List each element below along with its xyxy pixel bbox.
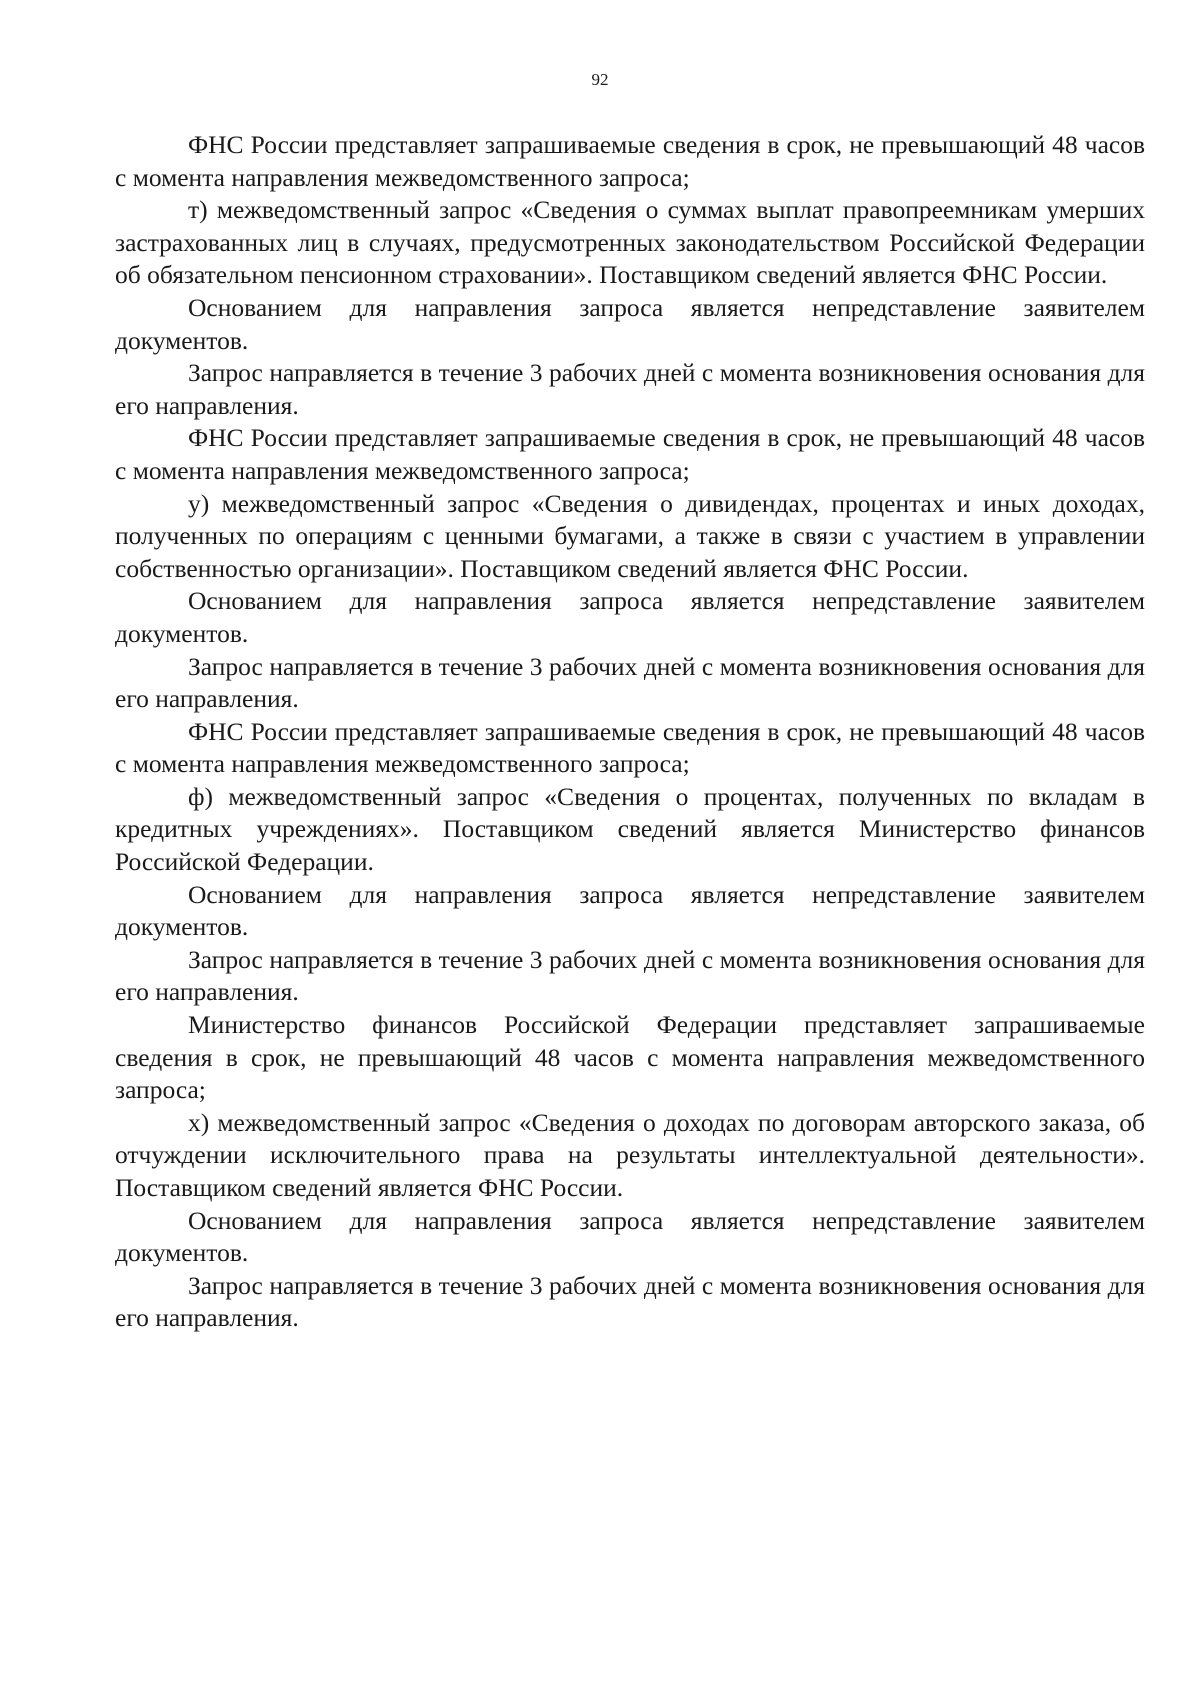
paragraph: Основанием для направления запроса является непредставление заявителем документов. bbox=[115, 1205, 1145, 1268]
paragraph: х) межведомственный запрос «Сведения о доходах по договорам авторского заказа, об отчуждении исключительного права на результаты интеллектуальной деятельности». Поставщиком сведений является ФНС России. bbox=[115, 1107, 1145, 1202]
paragraph: Запрос направляется в течение 3 рабочих дней с момента возникновения основания для его направления. bbox=[115, 651, 1145, 714]
paragraph: у) межведомственный запрос «Сведения о дивидендах, процентах и иных доходах, полученных по операциям с ценными бумагами, а также в связи с участием в управлении собственностью организации». Поставщиком сведений является ФНС России. bbox=[115, 488, 1145, 583]
paragraph: Основанием для направления запроса является непредставление заявителем документов. bbox=[115, 586, 1145, 648]
page-number: 92 bbox=[591, 70, 609, 89]
paragraph: Основанием для направления запроса является непредставление заявителем документов. bbox=[115, 879, 1145, 942]
paragraph: Запрос направляется в течение 3 рабочих дней с момента возникновения основания для его направления. bbox=[115, 1270, 1145, 1333]
paragraph: Запрос направляется в течение 3 рабочих дней с момента возникновения основания для его направления. bbox=[115, 944, 1145, 1007]
paragraph: т) межведомственный запрос «Сведения о суммах выплат правопреемникам умерших застрахованных лиц в случаях, предусмотренных законодательством Российской Федерации об обязательном пенсионном страховании». Поставщиком сведений является ФНС России. bbox=[115, 195, 1145, 290]
paragraph: ФНС России представляет запрашиваемые сведения в срок, не превышающий 48 часов с момента направления межведомственного запроса; bbox=[115, 130, 1145, 192]
paragraph: Министерство финансов Российской Федерации представляет запрашиваемые сведения в срок, не превышающий 48 часов с момента направления межведомственного запроса; bbox=[115, 1010, 1145, 1105]
paragraph: Запрос направляется в течение 3 рабочих дней с момента возникновения основания для его направления. bbox=[115, 358, 1145, 420]
paragraph: ф) межведомственный запрос «Сведения о процентах, полученных по вкладам в кредитных учреждениях». Поставщиком сведений является Министерство финансов Российской Федерации. bbox=[115, 781, 1145, 877]
paragraph: ФНС России представляет запрашиваемые сведения в срок, не превышающий 48 часов с момента направления межведомственного запроса; bbox=[115, 423, 1145, 485]
paragraph: Основанием для направления запроса является непредставление заявителем документов. bbox=[115, 292, 1145, 355]
document-body bbox=[115, 129, 1145, 1335]
paragraph: ФНС России представляет запрашиваемые сведения в срок, не превышающий 48 часов с момента направления межведомственного запроса; bbox=[115, 716, 1145, 779]
